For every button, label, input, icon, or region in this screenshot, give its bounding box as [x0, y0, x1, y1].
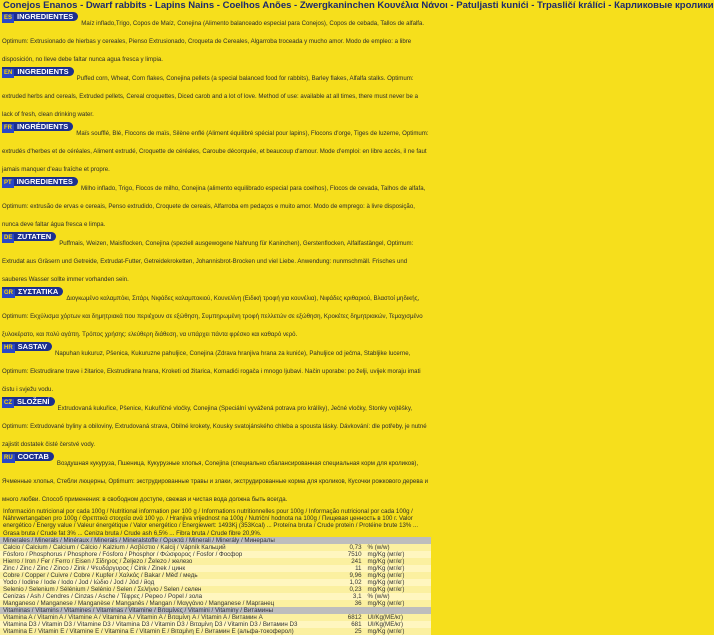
nutrient-unit: mg/Kg (мг/кг) [365, 551, 431, 558]
section-text: Extrudovaná kukuřice, Pšenice, Kukuřičné vločky, Conejina (Speciální vyvážená potrava pro králíky), Ječné vločky, Stonky vojtěšky, Optimum: Extrudované byliny a obiloviny, Extrudovaná strava, Obilné krokety, Kousky svatojánského chleba a spousta lásky. Dávkování: dle potřeby, je nutné zajistit dostatek čisté čerstvé vody. [2, 405, 427, 448]
section-header-label: ΣΥΣΤΑΤΙΚΑ [18, 287, 59, 296]
nutrient-unit: UI/Kg(МЕ/кг) [365, 614, 431, 621]
section-text: Milho inflado, Trigo, Flocos de milho, Conejina (alimento equilibrado especial para coelhos), Flocos de cevada, Talhos de alfafa, Optimum: extrusão de ervas e cereais, Penso extrudido, Croquete de cereais, Alfarroba em pedaços e muito amor. Modo de emprego: à livre disposição, nunca deve faltar água fresca e limpa. [2, 185, 426, 228]
section-text: Puffed corn, Wheat, Corn flakes, Conejina pellets (a special balanced food for rabbits), Barley flakes, Alfalfa stalks. Optimum: extruded herbs and cereals, Extruded pellets, Cereal croquettes, Diced carob and a lot of love. Method of use: available at all times, there must never be a lack of fresh, clean drinking water. [2, 75, 418, 118]
section-text: Puffmais, Weizen, Maisflocken, Conejina (speziell ausgewogene Nahrung für Kaninchen), Gerstenflocken, Alfalfastängel, Optimum: Extrudat aus Gräsern und Getreide, Extrudat-Futter, Getreidekroketten, Johannisbrot-Brocken und viel Liebe. Anwendung: nunmschmäll. Frisches und sauberes Wasser sollte immer vorhanden sein. [2, 240, 414, 283]
nutrient-unit: mg/Kg (мг/кг) [365, 565, 431, 572]
nutrient-value: 11 [318, 565, 364, 572]
section-text: Maíz inflado,Trigo, Copos de Maíz, Conejina (Alimento balanceado especial para Conejos), Copos de cebada, Tallos de alfalfa. Optimum: Extrusionado de hierbas y cereales, Pienso Extrusionado, Croqueta de Cereales, Algarroba troceada y mucho amor. Modo de empleo: a libre disposición, no lleve debe faltar nunca agua fresca y limpia. [2, 20, 425, 63]
section-header-label: INGREDIENTES [17, 12, 74, 21]
vitamin-row [0, 614, 431, 621]
ingredients-section [2, 67, 429, 121]
section-header-label: СОСТАВ [17, 452, 49, 461]
nutrient-unit: UI/Kg(МЕ/кг) [365, 621, 431, 628]
section-text: Napuhan kukuruz, Pšenica, Kukuruzne pahuljice, Conejina (Zdrava hranjiva hrana za kuniće), Pahuljice od ječma, Stabljike lucerne, Optimum: Ekstrudirane trave i žitarice, Ekstrudirana hrana, Kroketi od žitarica, Komadići rogača i mnogo ljubavi. Način uporabe: po želji, uvijek moraju imati čistu i svježu vodu. [2, 350, 421, 393]
nutrient-name: Fósforo / Phosphorus / Phosphore / Fósforo / Phosphor / Φώσφορος / Fosfor / Фосфор [0, 551, 318, 558]
section-header-label: INGREDIENTS [17, 67, 69, 76]
language-flag-icon: DE [4, 235, 13, 241]
nutrient-name: Manganeso / Manganese / Manganèse / Manganês / Mangan / Μαγγάνιο / Manganese / Марганец [0, 600, 318, 607]
nutrient-name: Vitamina D3 / Vitamin D3 / Vitamine D3 / Vitamina D3 / Vitamin D3 / Βιταμίνη D3 / Vitamin D3 / Витамин D3 [0, 621, 318, 628]
mineral-row [0, 565, 431, 572]
nutrient-name: Vitamina A / Vitamin A / Vitamine A / Vitamina A / Vitamin A / Βιταμίνη A / Vitamin A / Витамин A [0, 614, 318, 621]
section-header [2, 177, 78, 186]
ingredients-section [2, 287, 429, 341]
nutrient-value: 25 [318, 628, 364, 635]
nutrient-value: 0,23 [318, 586, 364, 593]
section-header [2, 67, 74, 76]
nutrient-unit: mg/Kg (мг/кг) [365, 586, 431, 593]
nutrient-name: Cobre / Copper / Cuivre / Cobre / Kupfer / Χαλκός / Bakar / Měď / медь [0, 572, 318, 579]
nutrient-value: 36 [318, 600, 364, 607]
section-header [2, 12, 78, 21]
nutritional-analysis-text: Información nutricional por cada 100g / Nutritional information per 100 g / Informations nutritionnelles pour 100g / Informação nutricional por cada 100g / Nährwertangaben pro 100g / Θρεπτικά στοιχεία ανά 100 γρ. / Hranjiva vrijednost na 100g / Nutriční hodnota na 100g / Пищевая ценность в 100 г. Valor energético / Energy value / Valeur énergétique / Valor energético / Energiewert: 1493Kj (353Kcal) ... Proteína bruta / Crude protein / Protéine brute 13% ... Grasa bruta / Crude fat 3% ... Ceniza bruta / Crude ash 6,5% ... Fibra bruta / Crude fibre 20,9%. [3, 508, 419, 537]
nutrition-table [0, 537, 431, 635]
section-text: Διογκωμένο καλαμπόκι, Σιτάρι, Νιφάδες καλαμποκιού, Κουνελίνη (Ειδική τροφή για κουνέλια), Νιφάδες κριθαριού, Βλαστοί μηδικής, Optimum: Εκχύλισμα χόρτων και δημητριακά που περιέχουν σε εξώθηση, Συμπηρωμένη τροφή πελλετών σε εξώθηση, Κροκέτες δημητριακών, Τεμαχισμένο ξυλοκέρατο, και πολύ αγάπη. Τρόπος χρήσης: ελεύθερη διάθεση, να υπάρχει πάντα φρέσκο και καθαρό νερό. [2, 295, 423, 338]
section-header [2, 452, 54, 461]
nutrient-name: Hierro / Iron / Fer / Ferro / Eisen / Σίδηρος / Željezo / Železo / железо [0, 558, 318, 565]
section-text: Воздушная кукуруза, Пшеница, Кукурузные хлопья, Conejina (специально сбалансированная специальная корм для кроликов), Ячменные хлопья, Стебли люцерны, Optimum: экструдированные травы и злаки, экструдированные корма для кроликов, Кусочки рожкового дерева и много любви. Способ применения: в свободном доступе, свежая и чистая вода должна быть всегда. [2, 460, 428, 503]
vitamin-row [0, 628, 431, 635]
nutrient-unit: mg/Kg (мг/кг) [365, 558, 431, 565]
nutrient-name: Selenio / Selenium / Sélénium / Selénio / Selen / Σελήνιο / Selen / селен [0, 586, 318, 593]
section-text: Maïs soufflé, Blé, Flocons de maïs, Silène enflé (Aliment équilibré spécial pour lapins), Flocons d'orge, Tiges de luzerne, Optimum: extrudés d'herbes et de céréales, Aliment extrudé, Croquette de céréales, Caroube décorquée, et beaucoup d'amour. Mode d'emploi: en libre accès, il ne faut jamais manquer d'eau fraîche et propre. [2, 130, 429, 173]
section-header-label: INGREDIENTES [16, 177, 73, 186]
nutrient-unit: mg/Kg (мг/кг) [365, 628, 431, 635]
language-flag-icon: FR [4, 125, 12, 131]
mineral-row [0, 551, 431, 558]
mineral-row [0, 593, 431, 600]
vitamins-header: Vitaminas / Vitamins / Vitamines / Vitaminas / Vitamine / Βιταμίνες / Vitamini / Vitaminy / Витамины [0, 607, 431, 614]
vitamins-header-row [0, 607, 431, 614]
nutrient-value: 0,73 [318, 544, 364, 551]
language-flag-icon: RU [4, 455, 13, 461]
ingredients-section [2, 177, 429, 231]
mineral-row [0, 579, 431, 586]
language-flag-icon: HR [4, 345, 13, 351]
nutrient-value: 6812 [318, 614, 364, 621]
language-flag-icon: PT [4, 180, 12, 186]
nutrient-name: Vitamina E / Vitamin E / Vitamine E / Vitamina E / Vitamin E / Βιταμίνη E / Витамин E (альфа-токоферол) [0, 628, 318, 635]
section-header [2, 397, 55, 406]
nutrient-name: Yodo / Iodine / Iode / Iodo / Jod / Ιώδιο / Jod / Jód / йод [0, 579, 318, 586]
ingredients-section [2, 452, 429, 506]
language-flag-icon: GR [4, 290, 13, 296]
minerals-body [0, 544, 431, 607]
nutrient-name: Zinc / Zinc / Zinc / Zinco / Zink / Ψευδάργυρος / Cink / Zinek / цинк [0, 565, 318, 572]
nutrient-value: 3,1 [318, 593, 364, 600]
nutrient-name: Calcio / Calcium / Calcium / Cálcio / Kalzium / Ασβέστιο / Kalcij / Vápník Кальций [0, 544, 318, 551]
section-header-label: SLOŽENÍ [17, 397, 50, 406]
nutrient-unit: % (w/w) [365, 544, 431, 551]
minerals-header-row [0, 537, 431, 544]
section-header [2, 122, 73, 131]
nutrient-value: 7510 [318, 551, 364, 558]
mineral-row [0, 544, 431, 551]
nutrient-value: 241 [318, 558, 364, 565]
vitamins-body [0, 614, 431, 635]
mineral-row [0, 558, 431, 565]
ingredients-section [2, 12, 429, 66]
ingredients-section [2, 342, 429, 396]
section-header [2, 232, 56, 241]
language-flag-icon: ES [4, 15, 13, 21]
nutrient-name: Cenizas / Ash / Cendres / Cinzas / Asche / Τέφρες / Pepeo / Popel / зола [0, 593, 318, 600]
mineral-row [0, 586, 431, 593]
section-header [2, 342, 52, 351]
vitamin-row [0, 621, 431, 628]
nutrient-unit: mg/Kg (мг/кг) [365, 579, 431, 586]
mineral-row [0, 600, 431, 607]
nutrient-unit: mg/Kg (мг/кг) [365, 572, 431, 579]
nutrient-value: 681 [318, 621, 364, 628]
section-header-label: SASTAV [17, 342, 47, 351]
mineral-row [0, 572, 431, 579]
language-flag-icon: CZ [4, 400, 12, 406]
section-header [2, 287, 63, 296]
section-header-label: INGRÉDIENTS [17, 122, 69, 131]
minerals-header: Minerales / Minerals / Minéraux / Minerais / Mineralstoffe / Ορυκτά / Minerali / Minerály / Минералы [0, 537, 431, 544]
nutrient-unit: % (w/w) [365, 593, 431, 600]
language-flag-icon: EN [4, 70, 13, 76]
ingredients-sections [0, 12, 431, 506]
product-title: Conejos Enanos - Dwarf rabbits - Lapins Nains - Coelhos Anões - Zwergkaninchen Κουνέλια Νάνοι - Patuljasti kunići - Trpasličí králíci - Карликовые кролики [3, 0, 714, 11]
ingredients-section [2, 122, 429, 176]
ingredients-section [2, 232, 429, 286]
nutrient-value: 1,02 [318, 579, 364, 586]
ingredients-section [2, 397, 429, 451]
nutrient-value: 9,96 [318, 572, 364, 579]
nutrient-unit: mg/Kg (мг/кг) [365, 600, 431, 607]
section-header-label: ZUTATEN [17, 232, 52, 241]
